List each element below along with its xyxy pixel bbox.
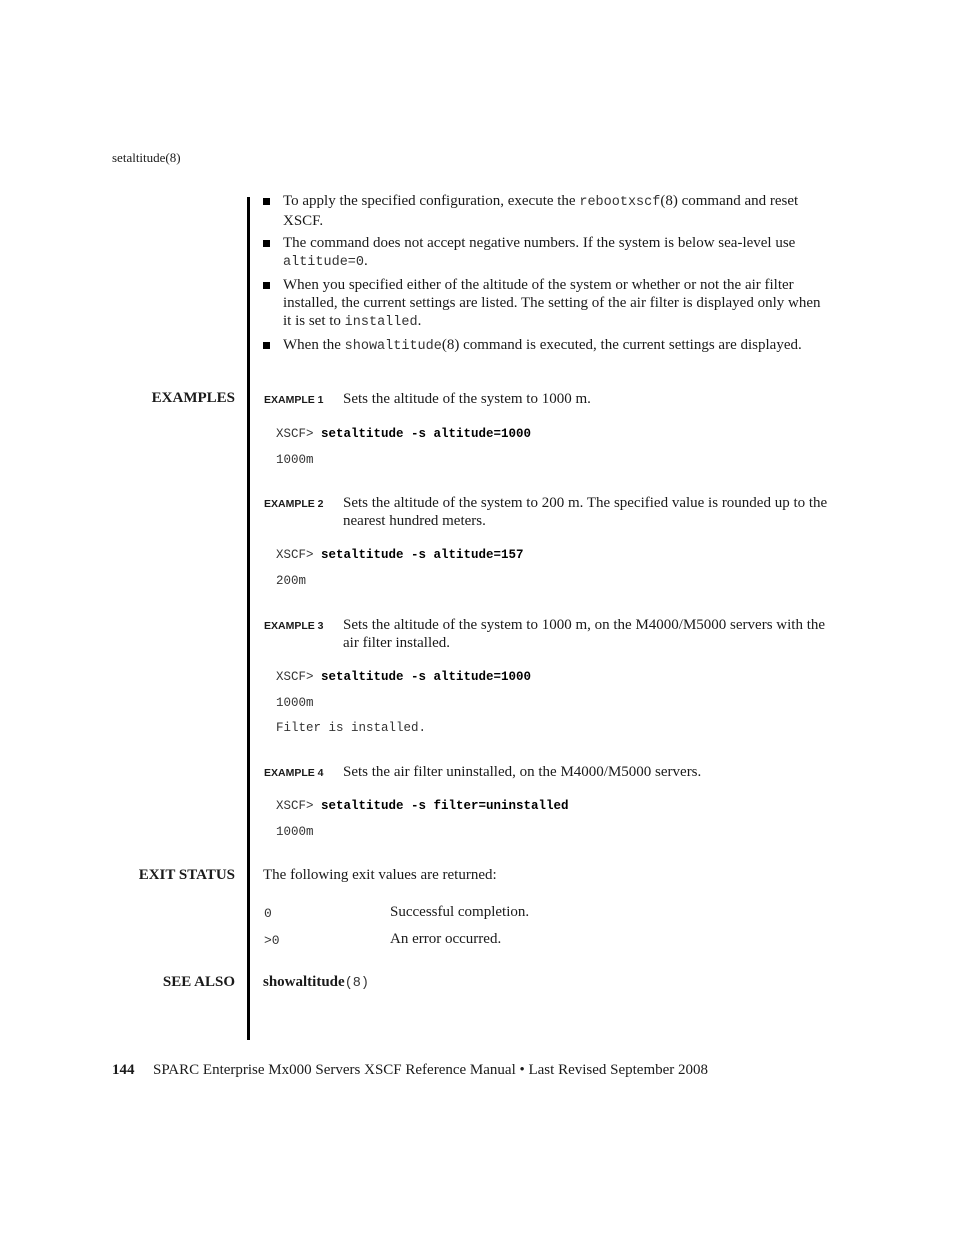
command-ref: showaltitude — [344, 339, 442, 354]
example-label: EXAMPLE 2 — [264, 498, 324, 510]
prompt: XSCF> — [276, 548, 322, 562]
example-description: Sets the altitude of the system to 1000 m. — [343, 391, 591, 407]
prompt: XSCF> — [276, 670, 322, 684]
code-output: 1000m — [276, 453, 314, 467]
example-label: EXAMPLE 1 — [264, 394, 324, 406]
margin-rule — [247, 197, 250, 1040]
bullet-text: To apply the specified configuration, execute the — [283, 193, 580, 209]
command: setaltitude -s filter=uninstalled — [321, 799, 569, 813]
bullet-item — [263, 276, 825, 332]
code-command-line — [276, 427, 531, 441]
bullet-text: (8) command is executed, the current settings are displayed. — [441, 337, 802, 353]
see-also-name: showaltitude — [263, 974, 345, 990]
prompt: XSCF> — [276, 799, 322, 813]
code-output: 1000m — [276, 825, 314, 839]
bullet-text: When the — [283, 337, 345, 353]
code-literal: installed — [344, 315, 418, 330]
bullet-marker — [263, 342, 270, 349]
bullet-marker — [263, 198, 270, 205]
code-command-line — [276, 548, 524, 562]
bullet-marker — [263, 240, 270, 247]
exit-code-description: Successful completion. — [390, 904, 530, 920]
bullet-marker — [263, 282, 270, 289]
command: setaltitude -s altitude=1000 — [321, 670, 532, 684]
exit-status-intro: The following exit values are returned: — [263, 867, 497, 883]
bullet-item — [263, 234, 825, 272]
example-description: Sets the altitude of the system to 200 m. The specified value is rounded up to the nearest hundred meters. — [343, 495, 828, 529]
example-label: EXAMPLE 4 — [264, 767, 324, 779]
command-ref: rebootxscf — [579, 195, 661, 210]
bullet-text: . — [417, 313, 422, 329]
command: setaltitude -s altitude=1000 — [321, 427, 532, 441]
example-label: EXAMPLE 3 — [264, 620, 324, 632]
code-literal: altitude=0 — [283, 255, 365, 270]
exit-code: >0 — [264, 933, 280, 948]
bullet-item — [263, 336, 825, 356]
example-description: Sets the air filter uninstalled, on the M4000/M5000 servers. — [343, 764, 702, 780]
section-heading-see-also: SEE ALSO — [162, 974, 235, 990]
code-output: 200m — [276, 574, 307, 588]
bullet-text: . — [364, 253, 368, 269]
exit-code-description: An error occurred. — [390, 931, 502, 947]
exit-code: 0 — [264, 906, 272, 921]
code-output: 1000m — [276, 696, 314, 710]
code-command-line — [276, 799, 569, 813]
section-heading-examples: EXAMPLES — [151, 390, 235, 406]
section-heading-exit-status: EXIT STATUS — [138, 867, 235, 883]
example-description: Sets the altitude of the system to 1000 m, on the M4000/M5000 servers with the air filter installed. — [343, 617, 826, 651]
page-number: 144 — [112, 1062, 135, 1078]
code-command-line — [276, 670, 531, 684]
prompt: XSCF> — [276, 427, 322, 441]
running-head: setaltitude(8) — [112, 150, 181, 165]
see-also-link[interactable] — [263, 974, 369, 991]
code-output: Filter is installed. — [276, 721, 427, 735]
bullet-item — [263, 192, 825, 230]
footer-text: SPARC Enterprise Mx000 Servers XSCF Reference Manual • Last Revised September 2008 — [153, 1062, 709, 1078]
bullet-text: When you specified either of the altitude of the system or whether or not the air filter installed, the current settings are listed. The setting of the air filter is displayed only when it is set to — [283, 277, 821, 329]
see-also-section: (8) — [344, 976, 369, 991]
command: setaltitude -s altitude=157 — [321, 548, 524, 562]
bullet-text: (8) command and reset XSCF. — [283, 193, 799, 229]
bullet-text: The command does not accept negative numbers. If the system is below sea-level use — [283, 235, 796, 251]
